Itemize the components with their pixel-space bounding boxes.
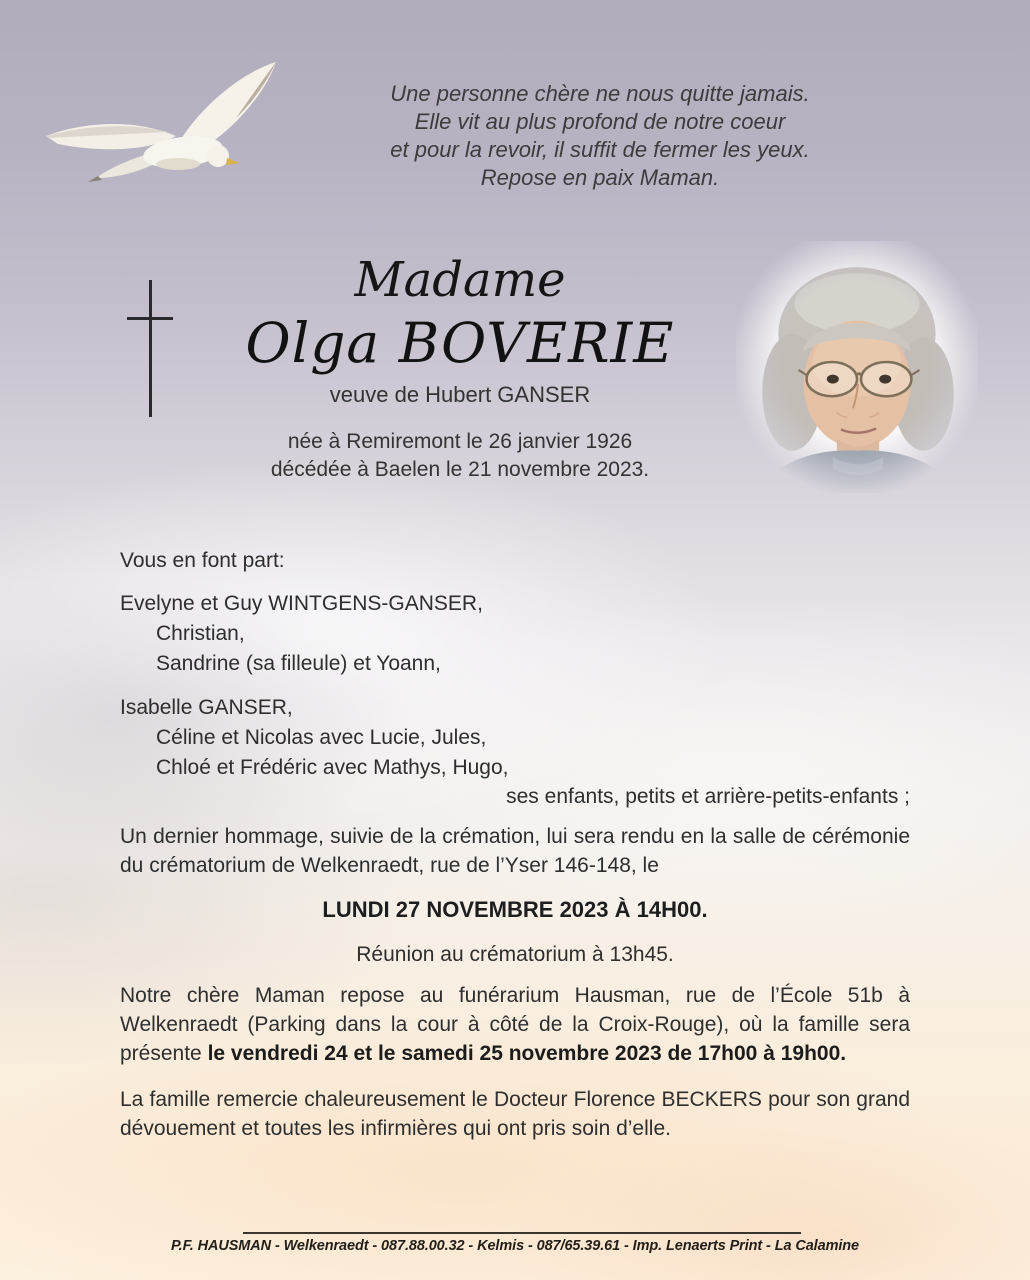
announce-label: Vous en font part: [120, 549, 285, 572]
thanks-paragraph: La famille remercie chaleureusement le Docteur Florence BECKERS pour son grand dévouement et toutes les infirmières qui ont pris soin d’elle. [120, 1088, 910, 1140]
memorial-quote [330, 80, 870, 192]
widow-line: veuve de Hubert GANSER [329, 382, 591, 407]
visitation-text: Notre chère Maman repose au funérarium Hausman, rue de l’École 51b à Welkenraedt (Parking dans la cour à côté de la Croix-Rouge), où la famille sera présente [120, 984, 910, 1065]
visitation-paragraph [120, 981, 910, 1068]
footer-rule [243, 1232, 801, 1234]
funeral-home-footer: P.F. HAUSMAN - Welkenraedt - 087.88.00.32 - Kelmis - 087/65.39.61 - Imp. Lenaerts Print - La Calamine [170, 1238, 860, 1254]
family-list [120, 589, 910, 783]
family-member: Sandrine (sa filleule) et Yoann, [156, 652, 441, 675]
death-line: décédée à Baelen le 21 novembre 2023. [270, 458, 650, 481]
honorific-title: Madame [354, 252, 566, 308]
family-member: Christian, [156, 622, 245, 645]
family-member: Isabelle GANSER, [120, 696, 293, 719]
birth-line: née à Remiremont le 26 janvier 1926 [287, 430, 633, 453]
dove-image [28, 52, 293, 207]
family-closing: ses enfants, petits et arrière-petits-enfants ; [506, 785, 910, 808]
deceased-name: Olga BOVERIE [245, 311, 675, 375]
name-block [120, 252, 800, 484]
quote-line: Elle vit au plus profond de notre coeur [414, 109, 786, 134]
quote-line: Une personne chère ne nous quitte jamais. [390, 81, 810, 106]
family-member: Evelyne et Guy WINTGENS-GANSER, [120, 592, 483, 615]
meeting-line: Réunion au crématorium à 13h45. [356, 943, 674, 966]
quote-line: Repose en paix Maman. [480, 165, 720, 190]
family-member: Chloé et Frédéric avec Mathys, Hugo, [156, 756, 509, 779]
ceremony-paragraph: Un dernier hommage, suivie de la crémation, lui sera rendu en la salle de cérémonie du crématorium de Welkenraedt, rue de l’Yser 146-148, le [120, 825, 910, 877]
family-member: Céline et Nicolas avec Lucie, Jules, [156, 726, 487, 749]
visitation-dates: le vendredi 24 et le samedi 25 novembre 2023 de 17h00 à 19h00. [207, 1042, 847, 1065]
quote-line: et pour la revoir, il suffit de fermer les yeux. [390, 137, 810, 162]
ceremony-date: LUNDI 27 NOVEMBRE 2023 À 14H00. [322, 897, 708, 922]
